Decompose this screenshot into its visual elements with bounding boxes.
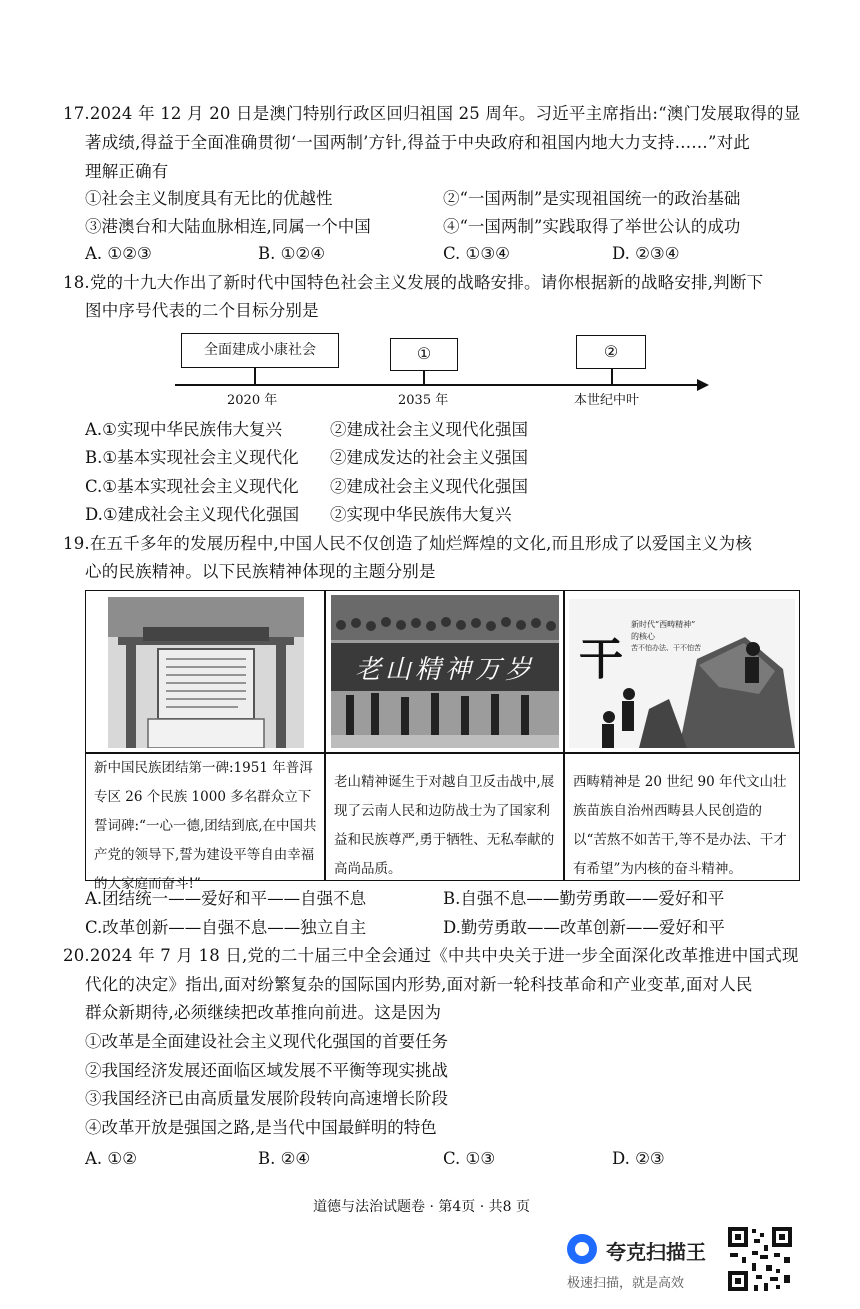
q17-statement-4: ④“一国两制”实践取得了举世公认的成功 — [443, 217, 741, 236]
watermark-brand: 夸克扫描王 — [606, 1240, 706, 1264]
quark-logo-icon — [567, 1234, 597, 1264]
q19-table — [85, 590, 800, 892]
xichou-caption-2: 的核心 — [631, 632, 655, 641]
caption-xichou: 西畴精神是 20 世纪 90 年代文山壮族苗族自治州西畴县人民创造的以“苦熬不如苦干,等不是办法、干才有希望”为内核的奋斗精神。 — [573, 774, 787, 877]
q18-option-b-1: B.①基本实现社会主义现代化 — [85, 448, 299, 467]
q20-stem-line-2: 代化的决定》指出,面对纷繁复杂的国际国内形势,面对新一轮科技革命和产业变革,面对人民 — [85, 975, 753, 994]
q17-option-d: D. ②③④ — [612, 244, 680, 263]
timeline-connector-1 — [254, 368, 256, 385]
table-divider-1 — [324, 591, 326, 880]
xichou-big-char: 干 — [579, 634, 623, 685]
caption-monument: 新中国民族团结第一碑:1951 年普洱专区 26 个民族 1000 多名群众立下誓词碑:“一心一德,团结到底,在中国共产党的领导下,誓为建设平等自由幸福的大家庭而奋斗!” — [94, 760, 317, 892]
timeline-axis — [175, 384, 700, 386]
q17-statement-2: ②“一国两制”是实现祖国统一的政治基础 — [443, 189, 741, 208]
q20-statement-2: ②我国经济发展还面临区域发展不平衡等现实挑战 — [85, 1061, 448, 1080]
timeline-box-1: ① — [390, 338, 458, 371]
timeline-label-2020: 2020 年 — [227, 393, 278, 408]
q20-stem-line-3: 群众新期待,必须继续把改革推向前进。这是因为 — [85, 1003, 442, 1022]
q18-option-b-2: ②建成发达的社会主义强国 — [330, 448, 528, 467]
qr-code-icon — [726, 1225, 794, 1293]
timeline-label-midcentury: 本世纪中叶 — [574, 393, 640, 408]
q19-option-d: D.勤劳勇敢——改革创新——爱好和平 — [443, 918, 725, 937]
q17-stem-line-3: 理解正确有 — [85, 162, 169, 181]
q18-option-c-1: C.①基本实现社会主义现代化 — [85, 477, 299, 496]
q17-statement-1: ①社会主义制度具有无比的优越性 — [85, 189, 333, 208]
q17-stem-line-1: 17.2024 年 12 月 20 日是澳门特别行政区回归祖国 25 周年。习近平主席指出:“澳门发展取得的显 — [63, 104, 801, 123]
q18-option-a-2: ②建成社会主义现代化强国 — [330, 420, 528, 439]
q18-stem-line-2: 图中序号代表的二个目标分别是 — [85, 301, 319, 320]
q20-option-b: B. ②④ — [258, 1149, 311, 1168]
q17-option-b: B. ①②④ — [258, 244, 325, 263]
q20-stem-line-1: 20.2024 年 7 月 18 日,党的二十届三中全会通过《中共中央关于进一步全面深化改革推进中国式现 — [63, 946, 799, 965]
laoshan-banner: 老山精神万岁 — [354, 655, 535, 685]
q17-option-a: A. ①②③ — [85, 244, 152, 263]
page-footer: 道德与法治试题卷 · 第4页 · 共8 页 — [313, 1199, 530, 1215]
timeline-box-2: ② — [576, 335, 646, 369]
laoshan-rally-photo — [331, 595, 559, 748]
q19-option-a: A.团结统一——爱好和平——自强不息 — [85, 889, 367, 908]
q18-stem-line-1: 18.党的十九大作出了新时代中国特色社会主义发展的战略安排。请你根据新的战略安排,判断下 — [63, 273, 764, 292]
caption-laoshan: 老山精神诞生于对越自卫反击战中,展现了云南人民和边防战士为了国家利益和民族尊严,勇于牺牲、无私奉献的高尚品质。 — [334, 774, 555, 877]
table-divider-2 — [563, 591, 565, 880]
q20-statement-4: ④改革开放是强国之路,是当代中国最鲜明的特色 — [85, 1118, 437, 1137]
timeline-connector-2 — [423, 371, 425, 385]
timeline-label-2035: 2035 年 — [398, 393, 449, 408]
q18-option-d-1: D.①建成社会主义现代化强国 — [85, 505, 300, 524]
watermark-slogan: 极速扫描，就是高效 — [567, 1276, 685, 1291]
q17-statement-3: ③港澳台和大陆血脉相连,同属一个中国 — [85, 217, 371, 236]
q20-option-c: C. ①③ — [443, 1149, 496, 1168]
q20-statement-3: ③我国经济已由高质量发展阶段转向高速增长阶段 — [85, 1089, 448, 1108]
q20-statement-1: ①改革是全面建设社会主义现代化强国的首要任务 — [85, 1032, 448, 1051]
q19-option-b: B.自强不息——勤劳勇敢——爱好和平 — [443, 889, 725, 908]
q19-stem-line-1: 19.在五千多年的发展历程中,中国人民不仅创造了灿烂辉煌的文化,而且形成了以爱国主义为核 — [63, 534, 753, 553]
q17-option-c: C. ①③④ — [443, 244, 510, 263]
q20-option-d: D. ②③ — [612, 1149, 665, 1168]
timeline-arrowhead — [697, 379, 709, 391]
q18-option-d-2: ②实现中华民族伟大复兴 — [330, 505, 512, 524]
xichou-caption-3: 苦不怕办法、干不怕苦 — [631, 644, 701, 652]
timeline-box-xiaokang: 全面建成小康社会 — [181, 333, 339, 368]
q18-option-a-1: A.①实现中华民族伟大复兴 — [85, 420, 282, 439]
monument-photo — [108, 597, 304, 748]
xichou-spirit-photo — [569, 599, 795, 748]
xichou-caption-1: 新时代“西畴精神” — [631, 620, 696, 629]
q19-option-c: C.改革创新——自强不息——独立自主 — [85, 918, 367, 937]
q20-option-a: A. ①② — [85, 1149, 137, 1168]
q17-stem-line-2: 著成绩,得益于全面准确贯彻‘一国两制’方针,得益于中央政府和祖国内地大力支持……”对此 — [85, 133, 751, 152]
q19-stem-line-2: 心的民族精神。以下民族精神体现的主题分别是 — [85, 562, 436, 581]
timeline-connector-3 — [611, 369, 613, 385]
q18-option-c-2: ②建成社会主义现代化强国 — [330, 477, 528, 496]
